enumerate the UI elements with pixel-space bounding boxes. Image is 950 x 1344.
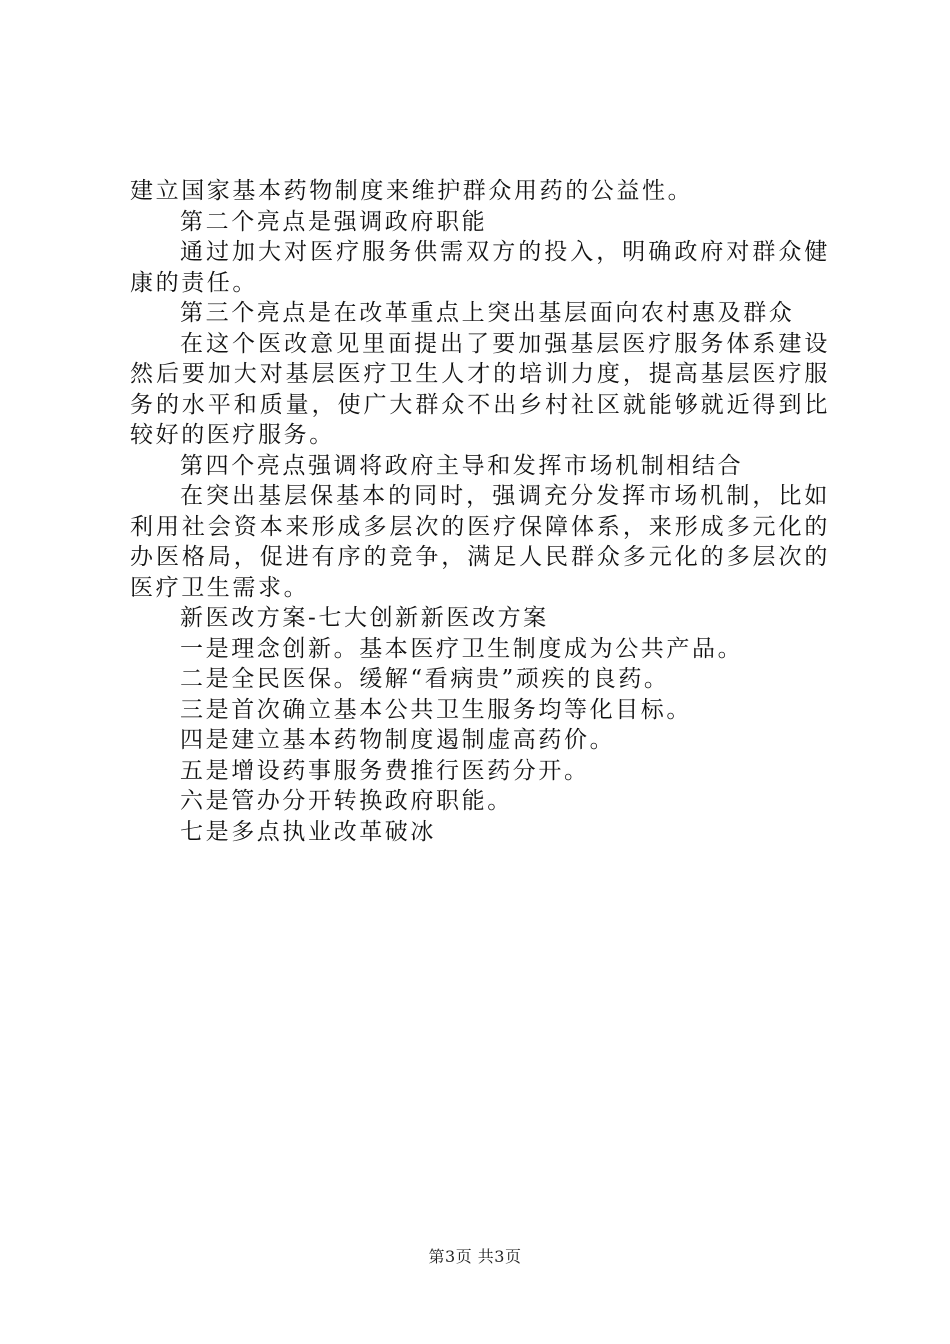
list-item-7: 七是多点执业改革破冰: [180, 818, 436, 845]
heading-highlight-3: 第三个亮点是在改革重点上突出基层面向农村惠及群众: [180, 300, 795, 326]
list-item-6: 六是管办分开转换政府职能。: [180, 788, 513, 814]
paragraph-market-mechanism: 在突出基层保基本的同时，强调充分发挥市场机制，比如利用社会资本来形成多层次的医疗保障体系，来形成多元化的办医格局，促进有序的竞争，满足人民群众多元化的多层次的医疗卫生需求。: [130, 483, 830, 601]
document-body: [130, 176, 830, 847]
list-item-5: 五是增设药事服务费推行医药分开。: [180, 757, 590, 784]
page-number-footer: 第3页 共3页: [428, 1247, 522, 1266]
list-item-1: 一是理念创新。基本医疗卫生制度成为公共产品。: [180, 635, 744, 662]
heading-seven-innovations: 新医改方案-七大创新新医改方案: [180, 605, 549, 631]
list-item-2: 二是全民医保。缓解“看病贵”顽疾的良药。: [180, 666, 670, 692]
paragraph-continuation: 建立国家基本药物制度来维护群众用药的公益性。: [130, 178, 694, 204]
list-item-4: 四是建立基本药物制度遏制虚高药价。: [180, 727, 616, 753]
paragraph-grassroots: 在这个医改意见里面提出了要加强基层医疗服务体系建设然后要加大对基层医疗卫生人才的培训力度，提高基层医疗服务的水平和质量，使广大群众不出乡村社区就能够就近得到比较好的医疗服务。: [130, 330, 830, 448]
heading-highlight-4: 第四个亮点强调将政府主导和发挥市场机制相结合: [180, 452, 744, 479]
paragraph-government-role: 通过加大对医疗服务供需双方的投入，明确政府对群众健康的责任。: [130, 239, 830, 296]
list-item-3: 三是首次确立基本公共卫生服务均等化目标。: [180, 696, 692, 723]
heading-highlight-2: 第二个亮点是强调政府职能: [180, 208, 488, 235]
